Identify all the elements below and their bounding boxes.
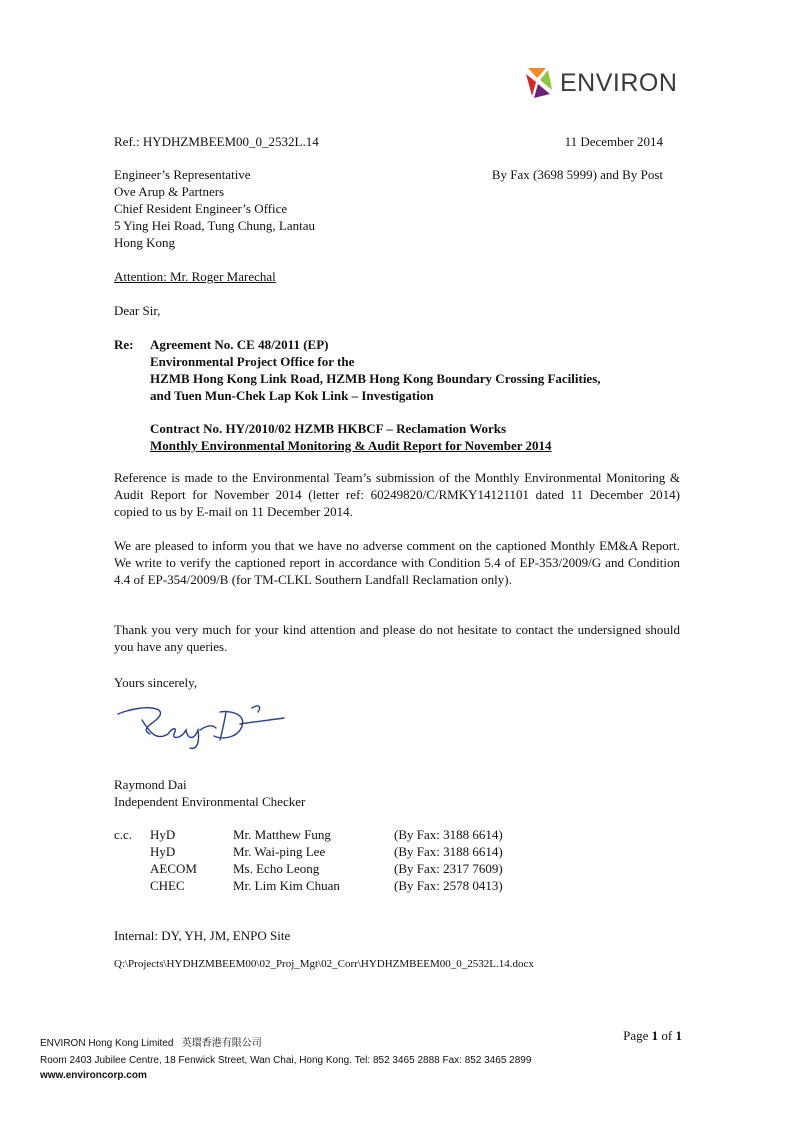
- cc-fax: (By Fax: 2317 7609): [394, 861, 503, 876]
- delivery-method: By Fax (3698 5999) and By Post: [491, 167, 663, 182]
- environ-logo: [524, 66, 677, 100]
- re-label: Re:: [114, 337, 134, 352]
- cc-label: c.c.: [114, 827, 133, 842]
- cc-org: CHEC: [150, 878, 185, 893]
- cc-name: Ms. Echo Leong: [233, 861, 320, 876]
- file-path: Q:\Projects\HYDHZMBEEM00\02_Proj_Mgt\02_Corr\HYDHZMBEEM00_0_2532L.14.docx: [114, 958, 534, 970]
- cc-org: AECOM: [150, 861, 197, 876]
- letter-date: 11 December 2014: [564, 134, 663, 149]
- footer-company-chinese: 英環香港有限公司: [181, 1038, 262, 1049]
- subject-line: Environmental Project Office for the: [150, 354, 355, 369]
- cc-fax: (By Fax: 2578 0413): [394, 878, 503, 893]
- cc-name: Mr. Lim Kim Chuan: [233, 878, 340, 893]
- closing: Yours sincerely,: [114, 675, 198, 690]
- cc-fax: (By Fax: 3188 6614): [394, 844, 503, 859]
- reference-number: Ref.: HYDHZMBEEM00_0_2532L.14: [114, 134, 319, 149]
- body-paragraph: Reference is made to the Environmental Team’s submission of the Monthly Environmental Monitoring & Audit Report for November 2014 (letter ref: 60249820/C/RMKY14121101 dated 11 December 2014) copied to us by E-mail on 11 December 2014.: [114, 470, 680, 519]
- cc-fax: (By Fax: 3188 6614): [394, 827, 503, 842]
- page-of: of: [661, 1028, 673, 1043]
- subject-line: HZMB Hong Kong Link Road, HZMB Hong Kong Boundary Crossing Facilities,: [150, 371, 601, 386]
- cc-org: HyD: [150, 844, 176, 859]
- recipient-line: Engineer’s Representative: [114, 167, 251, 182]
- page-number: [623, 1027, 682, 1044]
- contract-line: Contract No. HY/2010/02 HZMB HKBCF – Reclamation Works: [150, 421, 507, 436]
- page-current: 1: [651, 1028, 659, 1043]
- subject-line: and Tuen Mun-Chek Lap Kok Link – Investigation: [150, 388, 434, 403]
- page-prefix: Page: [623, 1028, 649, 1043]
- footer-company: [40, 1037, 262, 1051]
- signatory-name: Raymond Dai: [114, 777, 187, 792]
- footer-website[interactable]: www.environcorp.com: [40, 1070, 147, 1081]
- footer-address: Room 2403 Jubilee Centre, 18 Fenwick Street, Wan Chai, Hong Kong. Tel: 852 3465 2888 Fax: 852 3465 2899: [40, 1055, 532, 1066]
- environ-logo-icon: [524, 66, 554, 100]
- cc-name: Mr. Matthew Fung: [233, 827, 331, 842]
- signatory-title: Independent Environmental Checker: [114, 794, 306, 809]
- body-paragraph: We are pleased to inform you that we have no adverse comment on the captioned Monthly EM&A Report. We write to verify the captioned report in accordance with Condition 5.4 of EP-353/2009/G and Condition 4.4 of EP-354/2009/B (for TM-CLKL Southern Landfall Reclamation only).: [114, 538, 680, 587]
- report-title: Monthly Environmental Monitoring & Audit Report for November 2014: [150, 438, 552, 453]
- handwritten-signature: [112, 700, 292, 752]
- subject-line: Agreement No. CE 48/2011 (EP): [150, 337, 329, 352]
- cc-name: Mr. Wai-ping Lee: [233, 844, 326, 859]
- recipient-line: Ove Arup & Partners: [114, 184, 225, 199]
- body-paragraph: Thank you very much for your kind attention and please do not hesitate to contact the undersigned should you have any queries.: [114, 622, 680, 654]
- recipient-line: 5 Ying Hei Road, Tung Chung, Lantau: [114, 218, 316, 233]
- internal-distribution: Internal: DY, YH, JM, ENPO Site: [114, 928, 291, 943]
- salutation: Dear Sir,: [114, 303, 161, 318]
- recipient-line: Hong Kong: [114, 235, 176, 250]
- cc-org: HyD: [150, 827, 176, 842]
- attention-line: Attention: Mr. Roger Marechal: [114, 269, 276, 284]
- page-total: 1: [675, 1028, 682, 1043]
- logo-text: ENVIRON: [560, 68, 678, 97]
- recipient-line: Chief Resident Engineer’s Office: [114, 201, 288, 216]
- footer-company-name: ENVIRON Hong Kong Limited: [40, 1038, 174, 1049]
